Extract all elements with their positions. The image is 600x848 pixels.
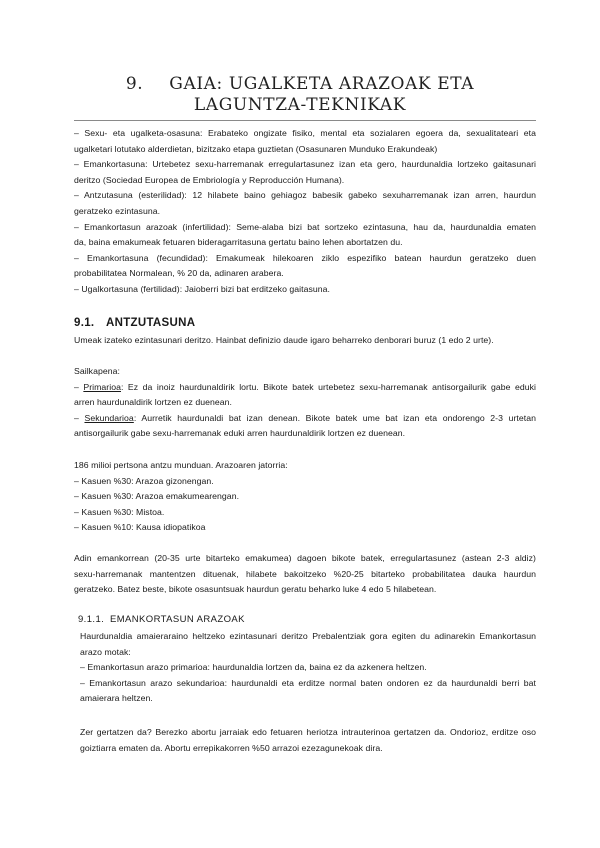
subsection-number: 9.1.1. xyxy=(78,614,105,625)
subsection-line: arazo motak: xyxy=(80,646,131,657)
subsection-body xyxy=(80,629,536,707)
cause-item: – Kasuen %30: Arazoa emakumearengan. xyxy=(74,491,240,502)
definitions-list xyxy=(74,126,536,298)
definition-line: – Ugalkortasuna (fertilidad): Jaioberri bizi bat erditzeko gaitasuna. xyxy=(74,283,331,294)
causes-block xyxy=(74,458,536,536)
subsection-title: EMANKORTASUN ARAZOAK xyxy=(110,614,245,625)
question-paragraph xyxy=(80,725,536,756)
question-line: goiztiarra ematen da. Abortu errepikakorren %50 arrazoi ezezagunekoak dira. xyxy=(80,742,383,753)
cause-item: – Kasuen %30: Mistoa. xyxy=(74,506,165,517)
question-line: Zer gertatzen da? Berezko abortu jarraiak edo fetuaren heriotza intrauterinoa gertatzen da. Ondorioz, erditze oso xyxy=(80,727,536,737)
definition-line: – Sexu- eta ugalketa-osasuna: Erabateko ongizate fisiko, mental eta sozialaren egoera da, sexualitateari eta xyxy=(74,128,536,138)
chapter-title xyxy=(0,74,600,116)
subsection-line: amaierara heltzen. xyxy=(80,693,153,704)
subsection-line: – Emankortasun arazo primarioa: haurdunaldia lortzen da, baina ez da azkenera heltzen. xyxy=(80,662,427,673)
age-paragraph xyxy=(74,551,536,598)
definition-line: geratzeko ezintasuna. xyxy=(74,205,161,216)
paragraph-line: Adin emankorrean (20-35 urte bitarteko emakumea) dagoen bikote batek, erregulartasunez (astean 2-3 aldiz) xyxy=(74,553,536,563)
causes-intro: 186 milioi pertsona antzu munduan. Arazoaren jatorria: xyxy=(74,460,288,470)
title-divider xyxy=(74,120,536,121)
secondary-term: Sekundarioa xyxy=(84,412,134,423)
paragraph-line: geratzeko. Batez beste, bikote osasuntsuak haurdun geratu beharko luke 4 edo 5 hilabetean. xyxy=(74,584,437,595)
secondary-line-1: – Sekundarioa: Aurretik haurdunaldi bat izan denean. Bikote batek ume bat izan eta ondorengo 2-3 urtetan xyxy=(74,412,536,423)
definition-line: – Emankortasun arazoak (infertilidad): Seme-alaba bizi bat sortzeko ezintasuna, hau da, haurdunaldia ematen xyxy=(74,221,536,232)
primary-term: Primarioa xyxy=(83,381,121,392)
section-title: ANTZUTASUNA xyxy=(106,317,196,329)
classification-block xyxy=(74,364,536,442)
definition-line: deritzo (Sociedad Europea de Embriología y Reproducción Humana). xyxy=(74,174,345,185)
primary-line-2: arren haurdunaldirik lortzen ez duenean. xyxy=(74,397,232,408)
definition-line: probabilitatea Normalean, % 20 da, adinaren arabera. xyxy=(74,268,284,279)
section-heading-antzutasuna xyxy=(74,317,195,329)
definition-line: – Emankortasuna: Urtebetez sexu-harremanak erregulartasunez izan eta gero, haurdunaldia lortzeko gaitasunari xyxy=(74,159,536,170)
definition-line: da, baina emakumeak fetuaren bideragarritasuna gertatu baino lehen abortatzen du. xyxy=(74,237,403,248)
chapter-title-line-1 xyxy=(0,74,600,95)
chapter-title-line-2: LAGUNTZA-TEKNIKAK xyxy=(193,95,407,115)
primary-line-1: – Primarioa: Ez da inoiz haurdunaldirik lortu. Bikote batek urtebetez sexu-harremanak antisorgailurik gabe eduki xyxy=(74,381,536,392)
paragraph-line: sexu-harremanak mantentzen dituenak, hilabete bakoitzeko %20-25 bitarteko probabilitatea dauka haurdun xyxy=(74,568,536,579)
subsection-line: Haurdunaldia amaieraraino heltzeko ezintasunari deritzo Prebalentziak gora egiten du adinarekin Emankortasun xyxy=(80,631,536,641)
subsection-line: – Emankortasun arazo sekundarioa: haurdunaldi eta erditze normal baten ondoren ez da haurdunaldi berri bat xyxy=(80,677,536,688)
chapter-title-text-1: GAIA: UGALKETA ARAZOAK ETA xyxy=(169,74,475,94)
chapter-number: 9. xyxy=(125,74,144,94)
intro-line: Umeak izateko ezintasunari deritzo. Hainbat definizio daude igaro beharreko denborari buruz (1 edo 2 urte). xyxy=(74,335,494,345)
section-number: 9.1. xyxy=(74,317,95,329)
primary-text: : Ez da inoiz haurdunaldirik lortu. Bikote batek urtebetez sexu-harremanak antisorgailurik gabe eduki xyxy=(120,381,536,392)
definition-line: ugalketari lotutako alderdietan, bizitzako etapa guztietan (Osasunaren Munduko Erakundeak) xyxy=(74,143,438,154)
definition-line: – Emankortasuna (fecundidad): Emakumeak hilekoaren ziklo espezifiko batean haurdun geratzeko duen xyxy=(74,252,536,263)
secondary-text: : Aurretik haurdunaldi bat izan denean. Bikote batek ume bat izan eta ondorengo 2-3 urtetan xyxy=(133,412,536,423)
subsection-heading-emankortasun-arazoak xyxy=(78,614,245,625)
cause-item: – Kasuen %30: Arazoa gizonengan. xyxy=(74,475,214,486)
secondary-line-2: antisorgailurik gabe sexu-harremanak eduki arren haurdunaldirik lortzen ez duenean. xyxy=(74,428,406,439)
definition-line: – Antzutasuna (esterilidad): 12 hilabete baino gehiagoz babesik gabeko sexuharremanak izan arren, haurdun xyxy=(74,190,536,201)
classification-label: Sailkapena: xyxy=(74,366,120,376)
cause-item: – Kasuen %10: Kausa idiopatikoa xyxy=(74,522,206,533)
section-intro xyxy=(74,333,536,349)
